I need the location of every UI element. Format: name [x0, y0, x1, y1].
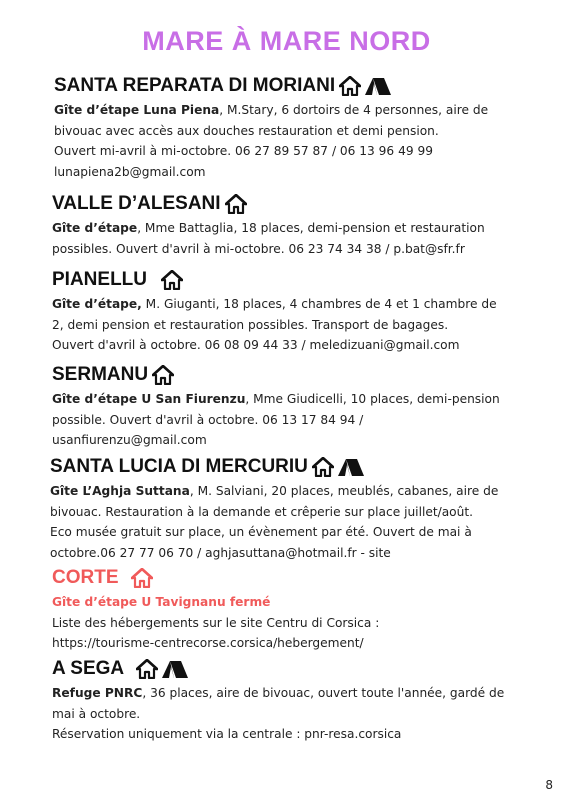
section-heading: PIANELLU: [52, 269, 147, 290]
house-icon: [131, 568, 153, 588]
section-heading: VALLE D’ALESANI: [52, 193, 221, 214]
lodging-name: Gîte d’étape U San Fiurenzu: [52, 392, 246, 406]
section-body: Gîte d’étape, Mme Battaglia, 18 places, demi-pension et restauration possibles. Ouvert d'avril à mi-octobre. 06 23 74 34 38 / p.bat@sfr.fr: [52, 221, 485, 256]
lodging-name: Refuge PNRC: [52, 686, 143, 700]
page-number: 8: [545, 778, 553, 792]
lodging-name: Gîte d’étape: [52, 221, 138, 235]
section-corte: [52, 566, 379, 654]
house-icon: [312, 457, 334, 477]
section-heading: SANTA LUCIA DI MERCURIU: [50, 456, 308, 477]
section-body: Gîte L’Aghja Suttana, M. Salviani, 20 places, meublés, cabanes, aire de bivouac. Restauration à la demande et crêperie sur place juillet/août. Eco musée gratuit sur place, un évènement par été. Ouvert de mai à octobre.06 27 77 06 70 / aghjasuttana@hotmail.fr - site: [50, 484, 499, 560]
section-santa-reparata: [54, 74, 488, 182]
section-body: Gîte d’étape U Tavignanu fermé Liste des hébergements sur le site Centru di Corsica : https://tourisme-centrecorse.corsica/hebergement/: [52, 595, 380, 650]
lodging-name: Gîte d’étape,: [52, 297, 142, 311]
house-icon: [161, 270, 183, 290]
house-icon: [136, 659, 158, 679]
section-heading: CORTE: [52, 567, 119, 588]
tent-icon: [337, 457, 365, 477]
section-pianellu: [52, 268, 497, 356]
lodging-name: Gîte L’Aghja Suttana: [50, 484, 190, 498]
house-icon: [152, 365, 174, 385]
house-icon: [225, 194, 247, 214]
tent-icon: [364, 76, 392, 96]
section-body: Gîte d’étape Luna Piena, M.Stary, 6 dortoirs de 4 personnes, aire de bivouac avec accès aux douches restauration et demi pension. Ouvert mi-avril à mi-octobre. 06 27 89 57 87 / 06 13 96 49 99 lunapiena2b@gmail.com: [54, 103, 489, 179]
lodging-name: Gîte d’étape Luna Piena: [54, 103, 220, 117]
section-heading: SERMANU: [52, 364, 149, 385]
section-heading: SANTA REPARATA DI MORIANI: [54, 75, 336, 96]
section-heading: A SEGA: [52, 658, 125, 679]
section-santa-lucia: [50, 455, 498, 563]
section-body: Refuge PNRC, 36 places, aire de bivouac, ouvert toute l'année, gardé de mai à octobre. Réservation uniquement via la centrale : pnr-resa.corsica: [52, 686, 505, 741]
house-icon: [339, 76, 361, 96]
tent-icon: [161, 659, 189, 679]
section-body: Gîte d’étape, M. Giuganti, 18 places, 4 chambres de 4 et 1 chambre de 2, demi pension et restauration possibles. Transport de bagages. Ouvert d'avril à octobre. 06 08 09 44 33 / meledizuani@gmail.com: [52, 297, 497, 352]
section-sermanu: [52, 363, 500, 451]
section-valle-dalesani: [52, 192, 485, 259]
section-body: Gîte d’étape U San Fiurenzu, Mme Giudicelli, 10 places, demi-pension possible. Ouvert d'avril à octobre. 06 13 17 84 94 / usanfiurenzu@gmail.com: [52, 392, 500, 447]
page-title: MARE À MARE NORD: [142, 26, 431, 56]
section-a-sega: [52, 657, 504, 745]
lodging-name: Gîte d’étape U Tavignanu fermé: [52, 595, 271, 609]
